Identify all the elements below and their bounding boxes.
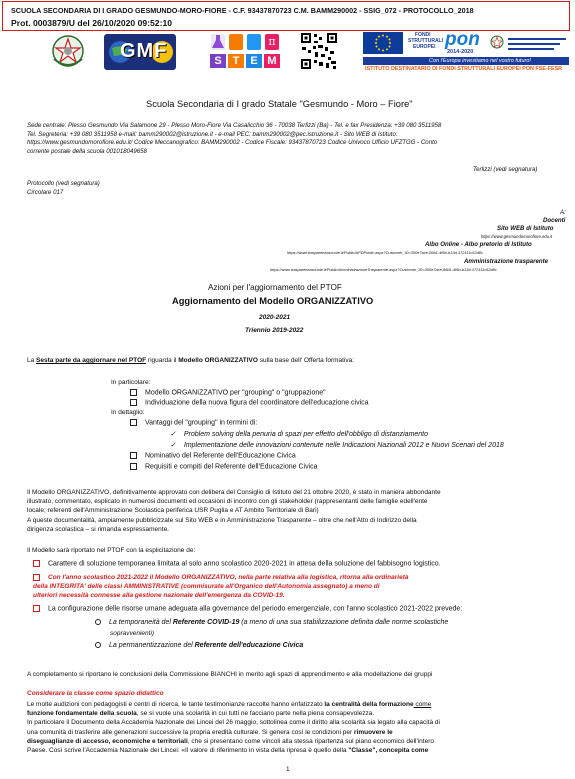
para2-sub-2 — [95, 642, 303, 649]
stem-letter-t: T — [228, 54, 244, 68]
para2-sub-2-pre: La permanentizzazione del — [109, 642, 195, 649]
list-check-1-text: Problem solving della penuria di spazi per effetto dell'obbligo di distanziamento — [183, 431, 429, 438]
intro-link: Sesta parte da aggiornare nel PTOF — [36, 357, 147, 364]
paragraph-1 — [27, 488, 441, 534]
list-check-1 — [170, 430, 428, 438]
section-bold: rimuovere le — [353, 728, 393, 736]
circle-bullet-icon — [95, 642, 101, 648]
recipient-sito: Sito WEB di Istituto — [497, 225, 554, 232]
gmf-logo-text: GMF — [120, 40, 168, 62]
qr-code-icon — [300, 32, 338, 70]
list-item-4 — [130, 452, 296, 459]
checkbox-bullet-icon — [130, 419, 137, 426]
intro-post: sulla base dell' Offerta formativa: — [257, 357, 355, 364]
intro-bold: Modello ORGANIZZATIVO — [178, 357, 258, 364]
section-line-3: In particolare il Documento della Accademia Nazionale dei Lincei del 26 maggio, sottolinea come il diritto alla scolarità sia legato alla capacità di — [27, 719, 440, 727]
paragraph-1-line: illustrato, commentato, esplicato in numerosi documenti ed occasioni di incontro con gli stakeholder (rappresentanti delle famiglie edell'ente — [27, 498, 428, 506]
stem-logo — [207, 33, 285, 71]
fondi-label-2: STRUTTURALI — [408, 38, 443, 44]
title-azioni: Azioni per l'aggiornamento del PTOF — [208, 283, 342, 292]
list-in-dettaglio: In dettaglio: — [111, 409, 145, 416]
section-text: , che si presentano come vincoli alla stessa ripartenza sul piano economico dell'intero — [187, 737, 434, 745]
section-line-6 — [27, 746, 440, 755]
circle-bullet-icon — [95, 619, 101, 625]
stem-letter-m: M — [264, 54, 280, 68]
stem-letter-s: S — [210, 54, 226, 68]
pon-years: 2014-2020 — [447, 49, 474, 55]
red-bullet-icon — [33, 605, 40, 612]
para2-bullet-2 — [33, 573, 408, 601]
sito-url[interactable]: https://www.gesmundomorofiore.edu.it — [481, 234, 553, 239]
section-body — [27, 700, 440, 755]
section-bold: diseguaglianze di accesso, economiche e territoriali — [27, 737, 188, 745]
fondi-label-3: EUROPEI — [413, 44, 436, 50]
ministry-line-3 — [508, 48, 554, 50]
list-item-2-text: Individuazione della nuova figura del coordinatore dell'educazione civica — [145, 399, 369, 407]
para2-bullet-2-line: Con l'anno scolastico 2021-2022 il Modello ORGANIZZATIVO, nella parte relativa alla logistica, ritorna alla ordinarietà — [48, 574, 409, 581]
pon-banner-bar — [363, 57, 569, 65]
school-name: Scuola Secondaria di I grado Statale "Gesmundo - Moro – Fiore" — [146, 99, 413, 109]
pon-banner-text: Con l'Europa investiamo nel vostro futuro! — [429, 57, 531, 64]
list-item-3-text: Vantaggi del "grouping" in termini di: — [145, 419, 258, 427]
italian-republic-emblem-icon — [50, 33, 86, 71]
section-bold: "Classe", concepita come — [348, 747, 429, 755]
section-bold: funzione fondamentale della scuola — [27, 710, 137, 718]
eu-flag-icon — [363, 32, 403, 54]
paragraph-1-line: Il Modello ORGANIZZATIVO, definitivamente approvato con delibera del Consiglio di Istituto del 21 ottobre 2020, è stato in maniera abbondante — [27, 489, 441, 496]
address-line-3: https://www.gesmundomorofiore.edu.it/ Codice Meccanografico: BAMM290002 - Codice Fiscale: 93437870723 Codice Univoco Ufficio UFZTGG - Conto — [27, 139, 438, 146]
stem-letter-e: E — [246, 54, 262, 68]
section-text: una comunità di trasferire alle generazioni successive la propria eredità culturale. Si genera così le condizioni per — [27, 728, 354, 736]
red-bullet-icon — [33, 560, 40, 567]
para2-bullet-3 — [33, 605, 462, 612]
place-date: Terlizzi (vedi segnatura) — [473, 166, 538, 173]
address-line-1: Sede centrale: Plesso Gesmundo Via Salamone 29 - Plesso Moro-Fiore Via Casalicchio 36 - 70038 Terlizzi (Ba) - Tel. e fax Presidenza: +39 080 3511958 — [27, 122, 442, 129]
albo-url[interactable]: https://www.trasparenzascuole.it/Public/APDPublic.aspx?Customer_ID=350e7ace-86b1-4f6b-b13d-372111c52d8c — [287, 250, 483, 255]
checkbox-bullet-icon — [130, 463, 137, 470]
checkmark-icon: ✓ — [170, 431, 176, 438]
section-line-5 — [27, 737, 440, 746]
ministry-line-1 — [508, 38, 566, 40]
section-text: Le molte audizioni con pedagogisti e centri di ricerca, le tante testimonianze raccolte hanno enfatizzato — [27, 701, 325, 708]
calculator-icon — [247, 34, 261, 50]
protocol-stamp — [2, 1, 570, 31]
section-line-4 — [27, 728, 440, 737]
list-item-1-text: Modello ORGANIZZATIVO per "grouping" o "gruppazione" — [145, 389, 326, 397]
list-item-3 — [130, 419, 257, 426]
paragraph-1-line: locale; referenti dell'Amministrazione Scolastica periferica USR Puglia e AT Ambito Territoriale di Bari) — [27, 507, 319, 515]
para2-bullet-1-text: Carattere di soluzione temporanea limitata al solo anno scolastico 2020-2021 in attesa della soluzione del fabbisogno logistico. — [48, 560, 441, 568]
recipient-amministrazione: Amministrazione trasparente — [464, 258, 548, 265]
list-in-particolare: In particolare: — [111, 379, 151, 386]
paragraph-2-intro: Il Modello sarà riportato nel PTOF con la esplicitazione de: — [27, 547, 196, 554]
pon-europe-banner — [363, 29, 569, 74]
list-item-5 — [130, 463, 318, 470]
paragraph-3: A completamento si riportano le conclusioni della Commissione BIANCHI in merito agli spazi di apprendimento e alla modellazione dei gruppi — [27, 671, 433, 678]
para2-sub-2-bold: Referente dell'educazione Civica — [194, 642, 304, 649]
gmf-logo — [104, 34, 176, 70]
pon-caption: ISTITUTO DESTINATARIO DI FONDI STRUTTURALI EUROPEI PON FSE-FESR — [365, 66, 563, 72]
section-text: Paese. Così scrive l'Accademia Nazionale dei Lincei: «Il valore di riferimento in vista della ripresa è quello della — [27, 747, 349, 755]
list-item-5-text: Requisiti e compiti del Referente dell'Educazione Civica — [145, 463, 318, 471]
para2-sub-1-bold: Referente COVID-19 — [172, 619, 240, 626]
paragraph-1-line: dirigenza scolastica – si rimanda espressamente. — [27, 525, 169, 533]
circolare-ref: Circolare 017 — [27, 189, 64, 196]
list-check-2-text: Implementazione delle innovazioni contenute nelle Indicazioni Nazionali 2012 e Nuovi Scenari del 2018 — [183, 442, 504, 449]
title-triennio: Triennio 2019-2022 — [245, 327, 304, 334]
section-text: , se si vuole una scolarità in cui tutti ne facciano parte nella piena consapevolezza. — [136, 710, 375, 718]
section-line-1 — [27, 700, 440, 709]
red-bullet-icon — [33, 574, 40, 581]
title-main: Aggiornamento del Modello ORGANIZZATIVO — [172, 296, 374, 306]
checkbox-bullet-icon — [130, 399, 137, 406]
intro-pre: La — [27, 357, 37, 364]
recipient-albo: Albo Online - Albo pretorio di Istituto — [425, 241, 532, 248]
list-item-2 — [130, 399, 369, 406]
para2-sub-1 — [95, 619, 448, 626]
gear-icon — [229, 34, 243, 50]
para2-sub-1-post: (a meno di una sua stabilizzazione definita dalle norme scolastiche — [239, 619, 449, 626]
list-item-1 — [130, 389, 326, 396]
intro-mid: riguarda il — [146, 357, 179, 364]
recipient-docenti: Docenti — [543, 217, 566, 224]
intro-line — [27, 357, 354, 364]
address-line-2: Tel. Segreteria: +39 080 3511958 e-mail: bamm290002@istruzione.it - e-mail PEC: bamm290002@pec.istruzione.it - Sito WEB di Istituto: — [27, 130, 398, 138]
ministry-emblem-icon — [490, 34, 504, 52]
checkmark-icon: ✓ — [170, 442, 176, 449]
protocollo-ref: Protocollo (vedi segnatura) — [27, 180, 100, 187]
paragraph-1-line: A queste documentalità, ampiamente pubblicizzate sul Sito WEB e in Amministrazione Trasparente – oltre che nell'Atto di Indirizzo della — [27, 516, 417, 524]
recipients-a: A: — [560, 209, 566, 216]
checkbox-bullet-icon — [130, 389, 137, 396]
ministry-line-2 — [508, 43, 560, 45]
para2-bullet-2-line: ulteriori necessità connesse alla gestione nazionale dell'emergenza da COVID-19. — [33, 592, 285, 600]
para2-sub-1-line-2: sopravvenienti) — [110, 630, 155, 637]
address-line-4: corrente postale della scuola 001018049658 — [27, 147, 147, 155]
para2-bullet-2-line: della INTEGRITA' delle classi AMMINISTRATIVE (commisurate all'Organico dell'Autonomia assegnato) a meno di — [33, 583, 380, 591]
checkbox-bullet-icon — [130, 452, 137, 459]
list-check-2 — [170, 441, 504, 449]
para2-bullet-1 — [33, 560, 441, 567]
section-bold: la centralità della formazione — [324, 701, 414, 708]
amm-url[interactable]: https://www.trasparenzascuole.it/Public/AmministrazioneTrasparente.aspx?Customer_ID=350e7ace-86b1-4f6b-b13d-372111c52d8c — [270, 267, 497, 272]
protocol-line-2: Prot. 0003879/U del 26/10/2020 09:52:10 — [11, 18, 173, 28]
list-item-4-text: Nominativo del Referente dell'Educazione Civica — [145, 452, 296, 460]
para2-sub-1-pre: La temporaneità del — [109, 619, 173, 626]
para2-bullet-3-text: La configurazione delle risorse umane adeguata alla governance del periodo emergenziale, con l'anno scolastico 2021-2022 prevede: — [48, 605, 463, 613]
flask-icon — [211, 34, 225, 50]
section-line-2 — [27, 709, 440, 718]
pon-logo-text: pon — [445, 29, 480, 50]
fondi-label-1: FONDI — [415, 32, 431, 38]
page-number: 1 — [286, 766, 290, 773]
section-text: come — [413, 701, 432, 708]
title-year: 2020-2021 — [259, 314, 291, 321]
section-heading: Considerare la classe come spazio didattico — [27, 690, 164, 697]
protocol-line-1: SCUOLA SECONDARIA DI I GRADO GESMUNDO-MORO-FIORE - C.F. 93437870723 C.M. BAMM290002 - SSIG_072 - PROTOCOLLO_2018 — [11, 6, 474, 15]
pi-icon: π — [265, 34, 279, 50]
